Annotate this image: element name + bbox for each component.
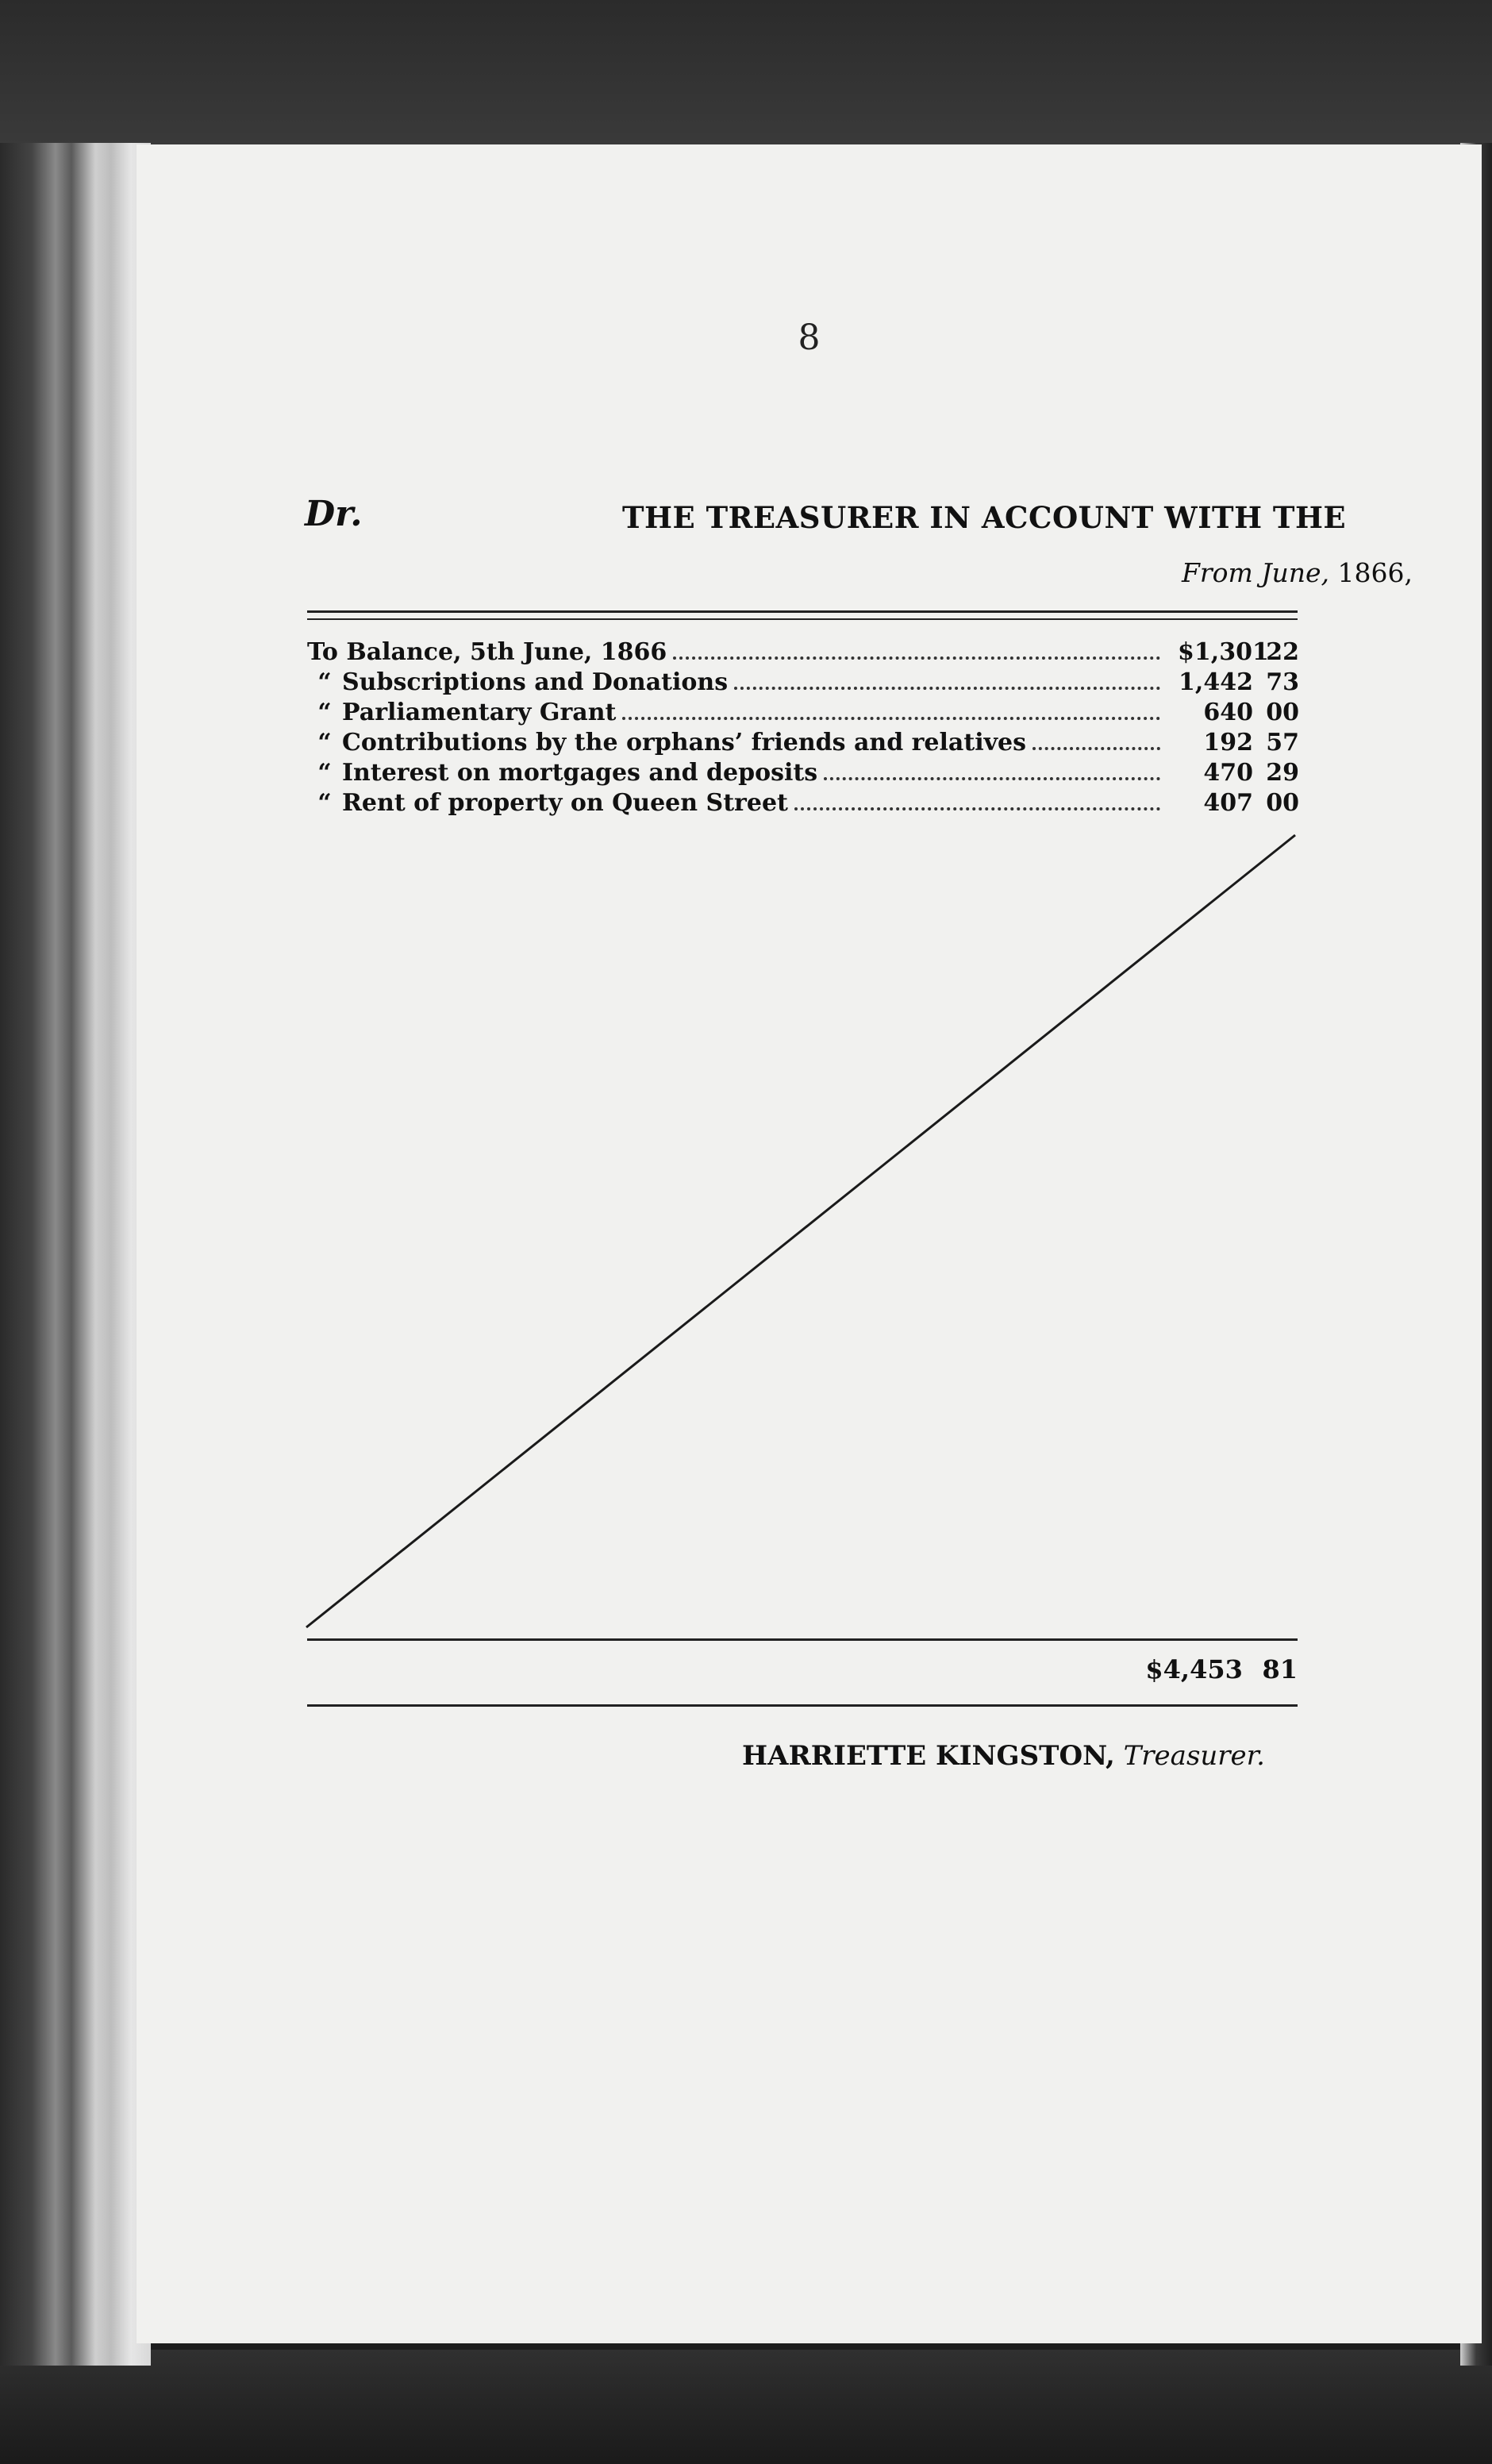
ditto-mark: “ (317, 759, 332, 787)
page-number: 8 (798, 318, 821, 358)
entry-description: Rent of property on Queen Street (342, 789, 788, 817)
total-rule-top (307, 1638, 1298, 1641)
period-prefix: From June, (1181, 557, 1330, 588)
diagonal-stroke (306, 835, 1295, 1627)
entry-dollars: 407 (1203, 789, 1253, 817)
scan-background-bottom (0, 2350, 1492, 2464)
ditto-mark: “ (317, 668, 332, 696)
entry-dollars: 192 (1203, 729, 1253, 757)
entry-description: To Balance, 5th June, 1866 (307, 638, 667, 666)
cancellation-line (137, 144, 1482, 2343)
book-page-edges (0, 143, 151, 2366)
document-page (137, 144, 1482, 2343)
entry-description: Subscriptions and Donations (342, 668, 729, 696)
period-year: 1866, (1329, 557, 1413, 588)
entry-cents: 22 (1266, 638, 1299, 666)
account-total (307, 1654, 1298, 1684)
entry-cents: 29 (1266, 759, 1299, 787)
entry-cents: 73 (1266, 668, 1299, 696)
scan-background-top (0, 0, 1492, 147)
entry-cents: 00 (1266, 789, 1299, 817)
ditto-mark: “ (317, 789, 332, 817)
entry-dollars: $1,301 (1178, 638, 1269, 666)
entry-description: Parliamentary Grant (342, 699, 617, 726)
total-cents: 81 (1262, 1654, 1298, 1684)
ditto-mark: “ (317, 729, 332, 757)
entry-cents: 57 (1266, 729, 1299, 757)
account-heading: THE TREASURER IN ACCOUNT WITH THE (622, 500, 1347, 535)
treasurer-signature (742, 1740, 1265, 1772)
entry-description: Contributions by the orphans’ friends and relatives (342, 729, 1027, 757)
entry-dollars: 640 (1203, 699, 1253, 726)
entry-dollars: 470 (1203, 759, 1253, 787)
ditto-mark: “ (317, 699, 332, 726)
treasurer-title: Treasurer. (1114, 1740, 1265, 1772)
treasurer-name: HARRIETTE KINGSTON, (742, 1740, 1115, 1772)
entry-cents: 00 (1266, 699, 1299, 726)
debit-label: Dr. (305, 494, 363, 534)
entry-dollars: 1,442 (1179, 668, 1253, 696)
entry-description: Interest on mortgages and deposits (342, 759, 818, 787)
total-rule-bottom (307, 1704, 1298, 1707)
total-dollars: $4,453 (1145, 1654, 1243, 1684)
